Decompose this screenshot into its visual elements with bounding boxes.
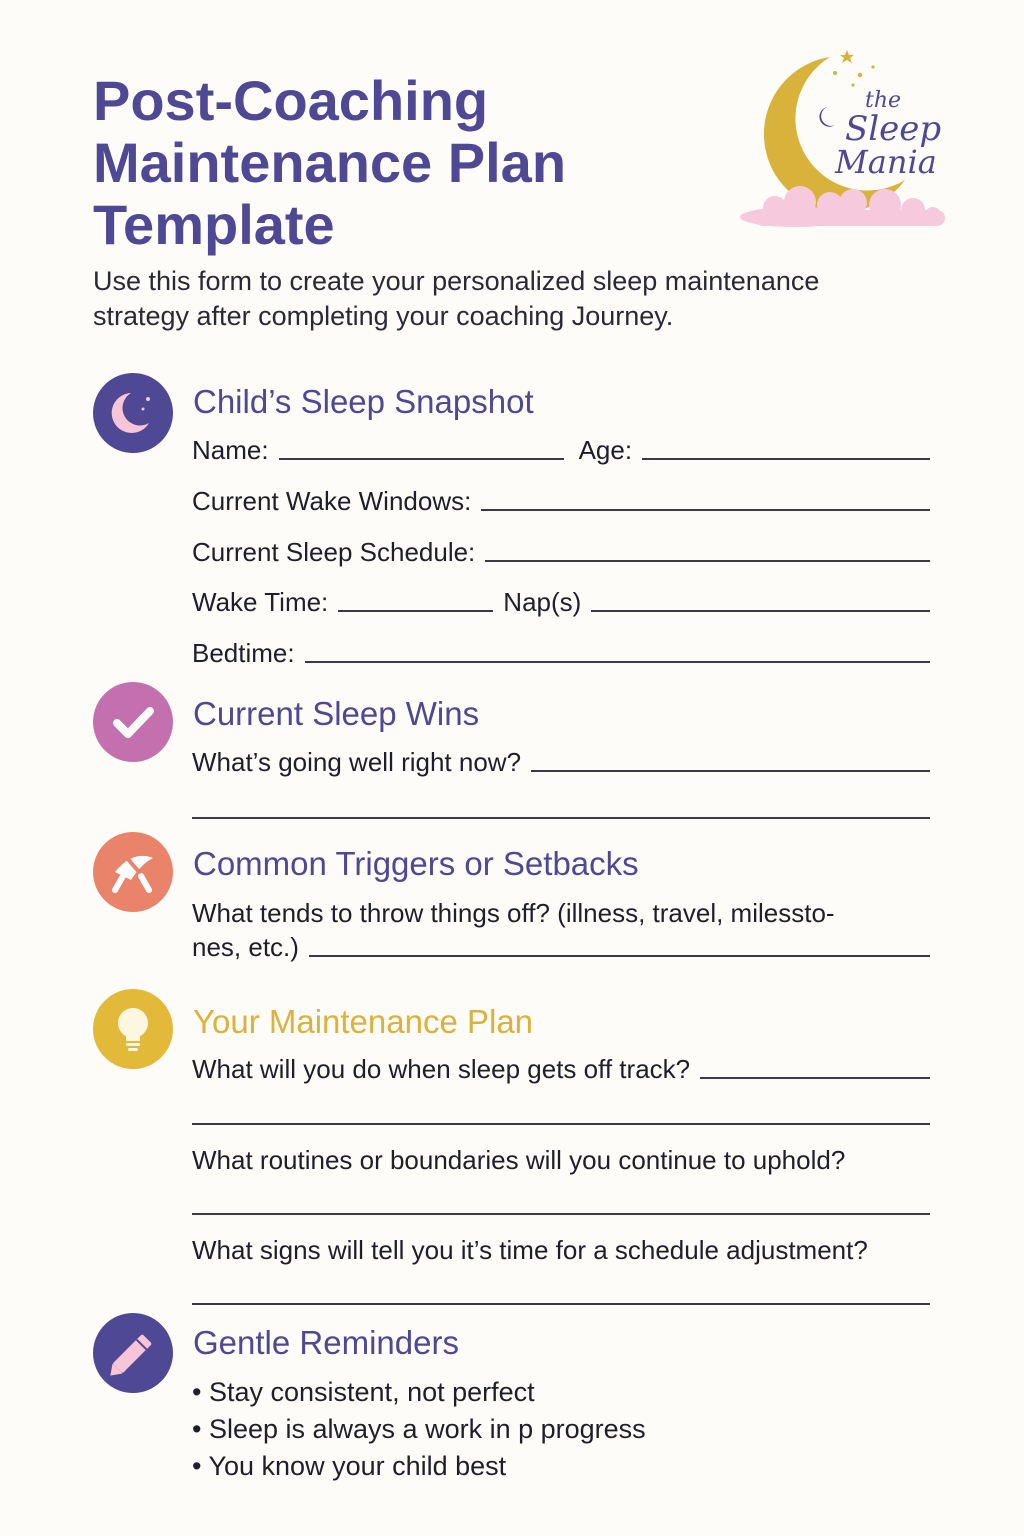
- wake-time-label: Wake Time:: [192, 587, 329, 617]
- wake-nap-row: [192, 586, 930, 618]
- reminder-item: • Sleep is always a work in p progress: [192, 1411, 646, 1448]
- plan-answer-2-line[interactable]: [192, 1213, 930, 1215]
- section-title-triggers: Common Triggers or Setbacks: [193, 845, 639, 882]
- wake-time-field[interactable]: [338, 590, 493, 612]
- lightbulb-icon: [93, 989, 173, 1069]
- wins-question-row: [192, 746, 930, 778]
- setback-icon: [93, 832, 173, 912]
- bedtime-field[interactable]: [305, 641, 930, 663]
- title-line: Template: [93, 193, 335, 256]
- plan-question-2: What routines or boundaries will you continue to uphold?: [192, 1145, 846, 1175]
- wins-answer-line[interactable]: [192, 817, 930, 819]
- checkmark-icon: [93, 682, 173, 762]
- intro-text: [93, 264, 923, 334]
- section-title-plan: Your Maintenance Plan: [193, 1003, 534, 1040]
- triggers-question-line2: nes, etc.): [192, 932, 299, 962]
- name-field[interactable]: [279, 438, 564, 460]
- plan-answer-3-line[interactable]: [192, 1303, 930, 1305]
- reminder-item: • Stay consistent, not perfect: [192, 1374, 646, 1411]
- logo-text-the: the: [865, 88, 902, 113]
- age-field[interactable]: [642, 438, 930, 460]
- reminders-list: [192, 1374, 646, 1485]
- triggers-question-row: [192, 931, 930, 963]
- wins-answer-field[interactable]: [531, 750, 930, 772]
- bedtime-label: Bedtime:: [192, 638, 295, 668]
- sleep-mania-logo: [735, 45, 950, 230]
- wins-question: What’s going well right now?: [192, 747, 522, 777]
- naps-field[interactable]: [591, 590, 930, 612]
- sleep-schedule-label: Current Sleep Schedule:: [192, 537, 476, 567]
- page-title: [93, 70, 653, 256]
- triggers-answer-field[interactable]: [309, 935, 930, 957]
- section-title-wins: Current Sleep Wins: [193, 695, 480, 732]
- sleep-schedule-field[interactable]: [485, 540, 930, 562]
- wake-windows-row: [192, 485, 930, 517]
- bedtime-row: [192, 637, 930, 669]
- title-line: Post-Coaching: [93, 69, 489, 132]
- logo-text-sleep: Sleep: [845, 109, 942, 149]
- plan-answer-1-line[interactable]: [192, 1123, 930, 1125]
- section-title-snapshot: Child’s Sleep Snapshot: [193, 383, 534, 420]
- plan-answer-1-field[interactable]: [700, 1057, 930, 1079]
- title-line: Maintenance Plan: [93, 131, 567, 194]
- wake-windows-field[interactable]: [481, 489, 930, 511]
- moon-icon: [93, 373, 173, 453]
- name-age-row: [192, 434, 930, 466]
- plan-q1-row: [192, 1053, 930, 1085]
- name-label: Name:: [192, 435, 269, 465]
- sleep-schedule-row: [192, 536, 930, 568]
- section-title-reminders: Gentle Reminders: [193, 1324, 459, 1361]
- logo-text-mania: Mania: [835, 143, 937, 181]
- triggers-question-line1: What tends to throw things off? (illness, travel, milessto-: [192, 898, 835, 928]
- intro-line: strategy after completing your coaching Journey.: [93, 301, 674, 331]
- reminder-item: • You know your child best: [192, 1448, 646, 1485]
- plan-question-1: What will you do when sleep gets off track?: [192, 1054, 691, 1084]
- pencil-icon: [93, 1313, 173, 1393]
- naps-label: Nap(s): [503, 587, 582, 617]
- wake-windows-label: Current Wake Windows:: [192, 486, 472, 516]
- plan-question-3: What signs will tell you it’s time for a schedule adjustment?: [192, 1235, 868, 1265]
- age-label: Age:: [578, 435, 633, 465]
- intro-line: Use this form to create your personalized sleep maintenance: [93, 266, 820, 296]
